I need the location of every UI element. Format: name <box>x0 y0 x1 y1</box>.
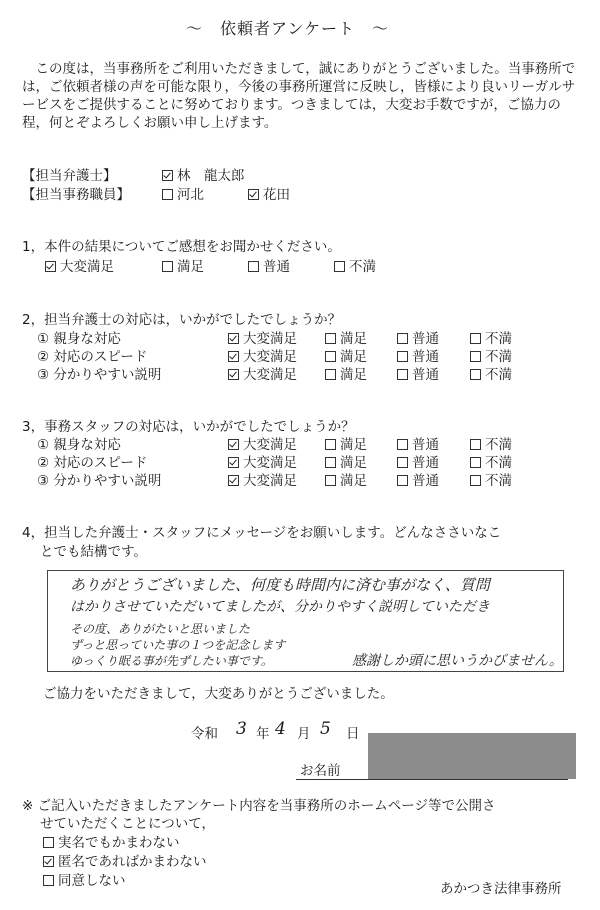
message-line-5: ゆっくり眠る事が先ずしたい事です。 <box>70 654 273 668</box>
publication-note-line-1: ※ ご記入いただきましたアンケート内容を当事務所のホームページ等で公開さ <box>22 798 496 814</box>
q3-r2-very-satisfied: 大変満足 <box>228 454 297 472</box>
q3-r1-neutral: 普通 <box>397 436 439 454</box>
q3-r2-satisfied: 満足 <box>325 454 367 472</box>
q1-option-very-satisfied: 大変満足 <box>45 258 114 276</box>
q2-row-3-label: ③ 分かりやすい説明 <box>37 367 162 383</box>
question-4-line-2: とでも結構です。 <box>40 544 147 560</box>
date-month: 4 <box>275 719 286 739</box>
redacted-name <box>368 733 576 779</box>
q3-row-2-label: ② 対応のスピード <box>37 455 148 471</box>
q2-r2-dissatisfied: 不満 <box>470 348 512 366</box>
message-line-4: ずっと思っていた事の１つを記念します <box>70 638 286 652</box>
q2-r3-very-satisfied: 大変満足 <box>228 366 297 384</box>
q3-r3-very-satisfied: 大変満足 <box>228 472 297 490</box>
name-label: お名前 <box>300 763 341 779</box>
date-day: 5 <box>320 719 331 739</box>
q3-r3-neutral: 普通 <box>397 472 439 490</box>
firm-name: あかつき法律事務所 <box>440 881 562 897</box>
q3-row-3-label: ③ 分かりやすい説明 <box>37 473 162 489</box>
intro-paragraph: この度は，当事務所をご利用いただきまして，誠にありがとうございました。当事務所では，ご依頼者様の声を可能な限り，今後の事務所運営に反映し，皆様により良いリーガルサービスをご提供することに努めております。つきましては，大変お手数ですが，ご協力の程，何とぞよろしくお願い申し上げます。 <box>22 61 576 131</box>
office-staff-option-1: 河北 <box>162 186 204 204</box>
lawyer-name: 林 龍太郎 <box>177 168 245 184</box>
q2-r2-neutral: 普通 <box>397 348 439 366</box>
question-1: 1，本件の結果についてご感想をお聞かせください。 <box>22 239 341 255</box>
q1-option-dissatisfied: 不満 <box>334 258 376 276</box>
thanks-message: ご協力をいただきまして，大変ありがとうございました。 <box>43 686 394 702</box>
publish-option-decline: 同意しない <box>43 872 126 890</box>
lawyer-label: 【担当弁護士】 <box>22 168 117 184</box>
checkbox-checked <box>248 189 259 200</box>
q2-r3-dissatisfied: 不満 <box>470 366 512 384</box>
date-month-unit: 月 <box>297 726 311 742</box>
date-year: 3 <box>236 719 247 739</box>
q2-r1-neutral: 普通 <box>397 330 439 348</box>
checkbox-unchecked <box>162 189 173 200</box>
q2-r1-dissatisfied: 不満 <box>470 330 512 348</box>
date-era: 令和 <box>191 726 218 742</box>
q2-r1-very-satisfied: 大変満足 <box>228 330 297 348</box>
q3-r1-satisfied: 満足 <box>325 436 367 454</box>
q3-r3-dissatisfied: 不満 <box>470 472 512 490</box>
checkbox-checked <box>162 170 173 181</box>
q3-r1-dissatisfied: 不満 <box>470 436 512 454</box>
q3-row-1-label: ① 親身な対応 <box>37 437 121 453</box>
message-line-2: はかりさせていただいてましたが、分かりやすく説明していただき <box>70 599 490 615</box>
message-line-3: その度、ありがたいと思いました <box>70 622 251 636</box>
publish-option-real-name: 実名でもかまわない <box>43 834 180 852</box>
lawyer-option <box>162 167 245 185</box>
q2-r2-very-satisfied: 大変満足 <box>228 348 297 366</box>
q2-r3-neutral: 普通 <box>397 366 439 384</box>
date-day-unit: 日 <box>346 726 360 742</box>
q2-r3-satisfied: 満足 <box>325 366 367 384</box>
q3-r2-dissatisfied: 不満 <box>470 454 512 472</box>
signature-line <box>296 779 568 780</box>
page-title: 〜 依頼者アンケート 〜 <box>186 19 390 38</box>
message-line-1: ありがとうございました、何度も時間内に済む事がなく、質問 <box>70 576 490 594</box>
q3-r3-satisfied: 満足 <box>325 472 367 490</box>
publication-note-line-2: せていただくことについて， <box>40 816 215 832</box>
question-2: 2，担当弁護士の対応は，いかがでしたでしょうか？ <box>22 312 342 328</box>
question-3: 3，事務スタッフの対応は，いかがでしたでしょうか？ <box>22 419 355 435</box>
date-year-unit: 年 <box>256 726 270 742</box>
q3-r2-neutral: 普通 <box>397 454 439 472</box>
office-staff-label: 【担当事務職員】 <box>22 187 130 203</box>
q1-option-satisfied: 満足 <box>162 258 204 276</box>
q2-r2-satisfied: 満足 <box>325 348 367 366</box>
q1-option-neutral: 普通 <box>248 258 290 276</box>
q2-row-2-label: ② 対応のスピード <box>37 349 148 365</box>
question-4-line-1: 4，担当した弁護士・スタッフにメッセージをお願いします。どんなささいなこ <box>22 525 502 541</box>
message-line-6: 感謝しか頭に思いうかびません。 <box>352 653 563 669</box>
q2-r1-satisfied: 満足 <box>325 330 367 348</box>
office-staff-option-2: 花田 <box>248 186 290 204</box>
q2-row-1-label: ① 親身な対応 <box>37 331 121 347</box>
q3-r1-very-satisfied: 大変満足 <box>228 436 297 454</box>
publish-option-anonymous: 匿名であればかまわない <box>43 853 207 871</box>
